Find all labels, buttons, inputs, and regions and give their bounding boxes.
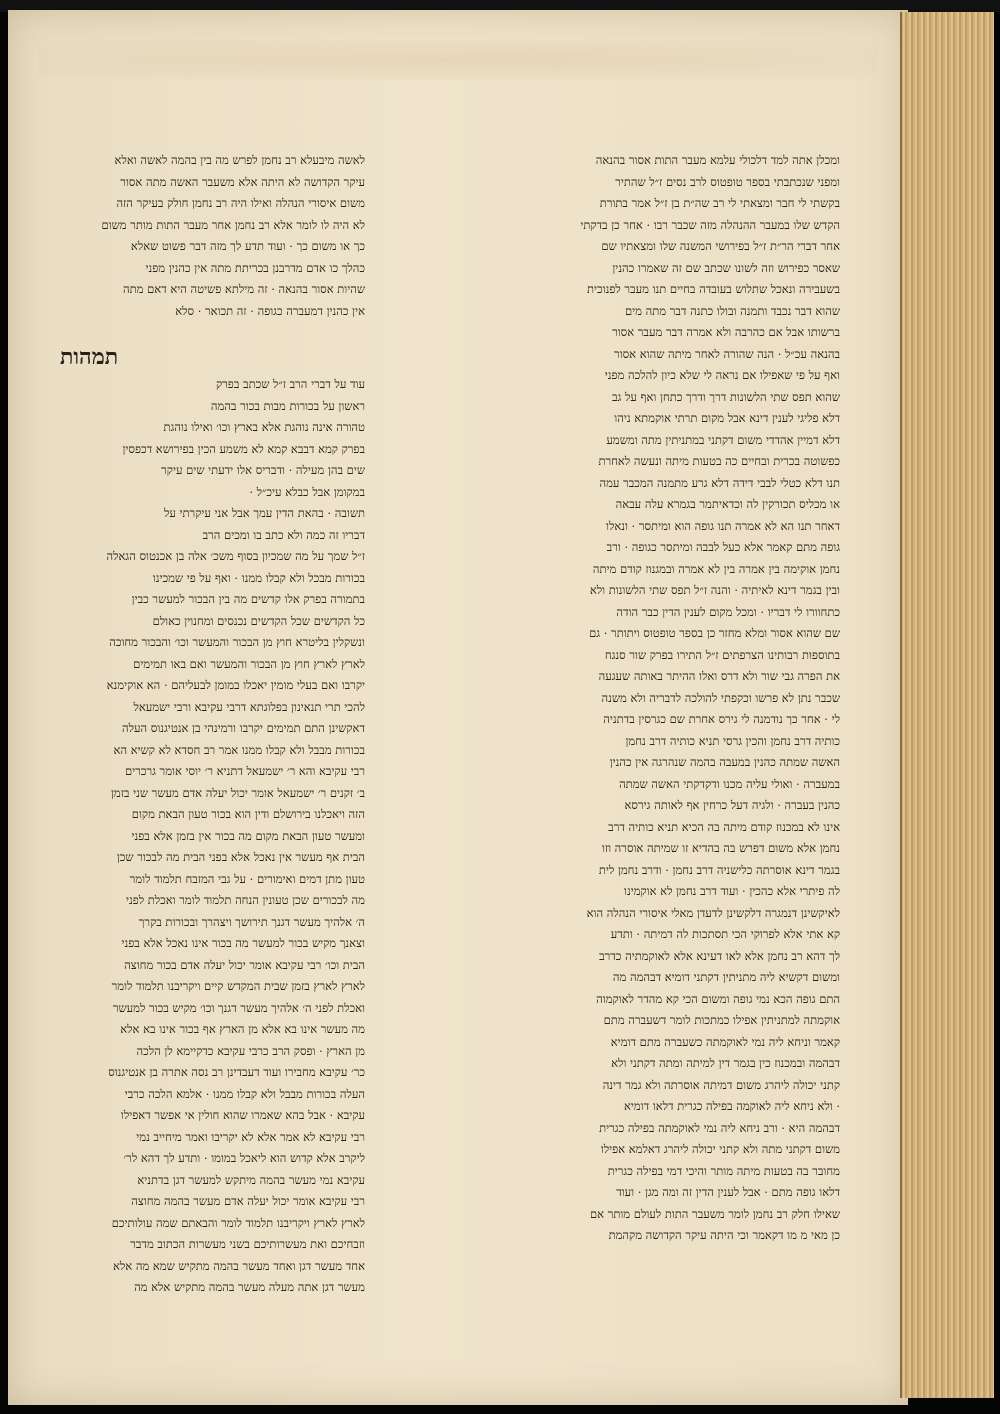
text-line: אוקמתה למתניתין אפילו כמתכות לומר דשעברה מתם — [603, 1013, 840, 1027]
text-line: כתחוורו לי דבריו · ומכל מקום לענין הדין כבר הודה — [616, 604, 840, 619]
left-text-column — [60, 150, 365, 1299]
text-line: משום דקתני מתה ולא קתני יכולה ליהרג דאלמא אפילו — [600, 1142, 840, 1156]
text-line: ומשום דקשיא ליה מתניתין דקתני דומיא דבהמה מה — [612, 970, 840, 984]
left-column-bottom-block — [60, 374, 365, 1299]
text-line: במקומן אבל כבלא עיכ״ל · — [249, 484, 365, 499]
text-line: דבהמה ובמכנוז כין בגמר דין למיתה ומתה דקתני ולא — [611, 1056, 840, 1070]
text-line: לאשה מיבעלא רב נחמן לפרש מה בין בהמה לאשה ואלא — [114, 153, 365, 167]
text-line: אחר דברי הר״ת ז״ל בפירושי המשנה שלו ומצאתיו שם — [601, 239, 840, 253]
text-line: וזבחיכם ואת מעשרותיכם בשני מעשרות הכתוב מדבר — [130, 1237, 365, 1251]
text-line: או מכליס תכורקין לה וכדאיתמר בגמרא עלה עבאה — [615, 497, 840, 511]
text-line: האשה שמתה כהנין במעבה בהמה שנהרגה אין כהנין — [609, 755, 840, 769]
text-line: להכי תרי תנאינון בפלוגתא דרבי עקיבא ורבי ישמעאל — [133, 699, 365, 714]
text-line: בתמורה בפרק אלו קדשים מה בין הבכור למעשר כבין — [131, 592, 365, 606]
section-heading: תמהות — [60, 344, 119, 370]
text-line: ברשותו אבל אם כהרבה ולא אמרה דבר מעבר אסור — [612, 325, 840, 339]
text-line: טהורה אינה נוהגת אלא בארץ וכו׳ ואילו נוהגת — [163, 420, 365, 434]
text-line: בקשתי לי חבר ומצאתי לי רב שה״ת בן ז״ל אמר בתורת — [599, 196, 840, 210]
text-line: ליקרב אלא קדוש הוא ליאכל במומו · ותדע לך דהא לר׳ — [123, 1151, 365, 1165]
text-line: נחמן אוקימה בין אמרה בין לא אמרה ובמגנוז קודם מיתה — [592, 561, 840, 576]
text-line: כהלך כו אדם מדרבנן בכריתת מתה אין כהנין מפני — [145, 260, 365, 275]
text-line: הקדש שלו במעבר ההנהלה מזה שכבר רבו · אחר כן בדקתי — [580, 217, 840, 232]
text-line: מחובר בה בטעות מיתה מותר והיכי דמי בפילה כגרית — [607, 1163, 840, 1178]
column-gap — [60, 322, 365, 334]
text-line: ה׳ אלהיך מעשר דגנך תירושך ויצהרך ובכורות בקרך — [138, 914, 365, 929]
text-line: לארץ לארץ ויקריבנו תלמוד לומר והבאתם שמה עולותיכם — [111, 1215, 365, 1230]
text-line: ובין בגמר דינא לאיתיה · והנה ז״ל תפס שתי הלשונות ולא — [589, 583, 840, 597]
right-text-column — [408, 150, 840, 1247]
text-line: מעשר דגן אתה מעלה מעשר בהמה מתקיש אלא מה — [134, 1280, 365, 1294]
text-line: דאקשינן התם תמימים יקרבו ורמינהי בן אנטיגנוס העלה — [122, 721, 365, 735]
text-line: העלה בכורות מבבל ולא קבלו ממנו · אלמא הלכה כרבי — [124, 1086, 365, 1101]
text-line: הזה ויאכלנו בירושלם ודין הוא בכור טעון הבאת מקום — [131, 807, 365, 821]
text-line: את הפרה גבי שור ולא דרס ואלו ההיתר באותה שעגעה — [598, 669, 840, 683]
page-stain — [38, 40, 878, 80]
text-line: ב׳ זקנים ר׳ ישמעאל אומר יכול יעלה אדם מעשר שני בזמן — [110, 785, 365, 800]
text-line: בשעבירה ונאכל שתלוש בעובדה בחיים תנו מעבר לפנוכית — [587, 282, 840, 296]
text-line: עיקר הקדושה לא היתה אלא משעבר האשה מתה אסור — [120, 174, 365, 189]
text-line: קאמר וניחא ליה נמי לאוקמתה כשעברה מתם דומיא — [610, 1034, 840, 1049]
text-line: ואכלת לפני ה׳ אלהיך מעשר דגנך וכו׳ מקיש בכור למעשר — [112, 1000, 365, 1015]
text-line: קא אתי אלא לפרוקי הכי תסתכות לה דמיתה · ותדע — [610, 927, 840, 941]
text-line: שם שהוא אסור ומלא מחזר כן בספר טופטוס ויתותר · גם — [589, 626, 840, 640]
text-line: כפשוטה בכרית ובחיים כה בטעות מיתה ונעשה לאחרת — [598, 454, 840, 468]
text-line: מה לבכורים שכן טעונין הנחה תלמוד לומר ואכלת לפני — [125, 893, 365, 907]
text-line: נחמן אלא משום דפרש בה בהדיא זו שמיתה אוסרה וזו — [601, 841, 840, 855]
text-line: לך דהא רב נחמן אלא לאו דעינא אלא לאוקמתיה כדרב — [599, 948, 840, 963]
text-line: ז״ל שמך על מה שמכיון בסוף משכ׳ אלה בן אכנטוס הגאלה — [106, 549, 365, 563]
text-line: שכבר נתן לא פרשו וכקפתי להולכה לדבריה ולא משנה — [601, 690, 840, 705]
text-line: כהנין בעברה · ולגיה דעל כרחין אף לאותה גירסא — [624, 798, 840, 812]
text-line: כך או משום כך · ועוד תדע לך מזה דבר פשוט שאלא — [130, 239, 365, 253]
text-line: וצאנך מקיש בכור למעשר מה בכור אינו נאכל אלא בפני — [121, 936, 365, 950]
text-line: בפרק קמא דבבא קמא לא משמע הכין בפירושא דכפסין — [122, 441, 365, 456]
text-line: שים בהן מעילה · ודבריס אלו ידעתי שים עיקר — [161, 463, 365, 477]
text-line: שהיות אסור בהנאה · זה מילתא פשיטה היא דאם מתה — [122, 282, 365, 296]
text-line: התם גופה הכא נמי גופה ומשום הכי קא מהדר לאוקמוה — [596, 991, 840, 1006]
text-line: ומכלן אתה למד דלכולי עלמא מעבר התות אסור בהנאה — [595, 153, 840, 167]
text-line: הבית וכו׳ רבי עקיבא אומר יכול יעלה אדם בכור מחוצה — [124, 957, 365, 972]
text-line: כר׳ עקיבא מחבירו ועוד דעבדינן רב נסה אתרה בן אנטיגנוס — [108, 1065, 365, 1079]
text-line: רבי עקיבא והא ר׳ ישמעאל דתניא ר׳ יוסי אומר גרכרים — [125, 764, 365, 778]
text-line: דבריו זה כמה ולא כתב בו ומכים הרב — [202, 527, 365, 542]
text-line: דלאו גופה מתם · אבל לענין הדין זה ומה מגן · ועוד — [616, 1185, 840, 1199]
page-edges — [900, 12, 994, 1398]
text-line: ונשקלין בליטרא חוץ מן הבכור והמעשר וכו׳ והבכור מחוכה — [109, 635, 365, 649]
left-column-top-block — [60, 150, 365, 322]
text-line: בכורות מבכל ולא קבלו ממנו · ואף על פי שמכינו — [152, 570, 365, 585]
text-line: הבית אף מעשר אין נאכל אלא בפני הבית מה לבכור שכן — [116, 850, 365, 864]
text-line: מן הארץ · ופסק הרב כרבי עקיבא כדקיימא לן הלכה — [136, 1043, 365, 1058]
text-line: לארץ לארץ חוץ מן הבכור והמעשר ואם באו תמימים — [133, 656, 365, 671]
text-line: גופה מתם קאמר אלא כעל לבבה ומיתסר כגופה · ורב — [606, 540, 840, 554]
text-line: בהנאה עכ״ל · הנה שהורה לאחר מיתה שהוא אסור — [614, 346, 840, 361]
text-line: עקיבא נמי מעשר בהמה מיתקש למעשר דגן בדתניא — [137, 1172, 365, 1187]
text-line: דבהמה היא · ורב ניחא ליה נמי לאוקמתה בפילה כגרית — [599, 1120, 840, 1135]
text-line: ואף על פי שאפילו אם נראה לי שלא כיון להלכה מפני — [604, 368, 840, 382]
text-line: רבי עקיבא לא אמר אלא לא יקריבו ואמר מיחייב נמי — [136, 1129, 365, 1144]
text-line: דלא פליגי לענין דינא אבל מקום תרתי אוקמתא ניהו — [614, 411, 840, 425]
text-line: במעברה · ואולי עליה מכנו ודקדקתי האשה שמתה — [619, 776, 840, 791]
text-line: בתוספות רבותינו הצרפתים ז״ל התירו בפרק שור סנגח — [604, 647, 840, 662]
text-line: תנו דלא כטלי לבבי דידה דלא גרע מתמנה המכבר עמה — [599, 475, 840, 490]
text-line: ומעשר טעון הבאת מקום מה בכור אין בזמן אלא בפני — [131, 828, 365, 843]
text-line: שהוא דבר נכבד ותמנה ובולו כתנה דבר מתה מים — [624, 303, 840, 318]
text-line: ראשון על בכורות מבות בכור בהמה — [210, 398, 365, 413]
text-line: עוד על דברי הרב ז״ל שכתב בפרק — [216, 377, 365, 391]
text-line: עקיבא · אבל בהא שאמרו שהוא חולין אי אפשר דאפילו — [120, 1108, 365, 1122]
text-line: לא היה לו לומר אלא רב נחמן אחר מעבר התות מותר משום — [101, 217, 365, 232]
text-line: רבי עקיבא אומר יכול יעלה אדם מעשר בהמה מחוצה — [131, 1194, 365, 1208]
text-line: שהוא תפס שתי הלשונות דרך ודרך כתחן ואף על גב — [611, 389, 840, 404]
text-line: טעון מתן דמים ואימורים · על גבי המזבח תלמוד לומר — [129, 871, 365, 886]
text-line: לה פיתרי אלא כהכין · ועוד דרב נחמן לא אוקמינו — [624, 884, 840, 898]
text-line: דלא דמיין אהדדי משום דקתני במתניתין מתה ומשמע — [606, 432, 840, 447]
text-line: לארץ לארץ בזמן שבית המקדש קיים ויקריבנו תלמוד לומר — [111, 979, 365, 993]
text-line: יקרבו ואם בעלי מומין יאכלו במומן לבעליהם · הא אוקימנא — [106, 678, 365, 692]
text-line: אינו לא במכנוז קודם מיתה בה הכיא תניא כותיה דרב — [608, 819, 840, 834]
text-line: בכורות מבבל ולא קבלו ממנו אמר רב חסדא לא קשיא הא — [113, 742, 365, 757]
text-line: קתני יכולה ליהרג משום דמיתה אוסרתה ולא גמר דינה — [602, 1077, 840, 1092]
text-line: כן מאי מ מו דקאמר וכי היתה עיקר הקדושה מקהמת — [608, 1228, 840, 1242]
text-line: כל הקדשים שכל הקדשים נכנסים ומחנוין כאולם — [152, 613, 365, 628]
text-line: בגמר דינא אוסרתה כלישניה דרב נחמן · ודרב נחמן לית — [598, 862, 840, 877]
text-line: משום איסורי הנהלה ואילו היה רב נחמן חולק בעיקר הזה — [116, 196, 365, 210]
text-line: כותיה דרב נחמן והכין גרסי תניא כותיה דרב נחמן — [625, 733, 840, 748]
text-line: דאחר תנו הא לא אמרה תנו גופה הוא ומיתסר · ונאלו — [606, 518, 840, 533]
text-line: ומפני שנכתבתי בספר טופטוס לרב נסים ז״ל שהתיר — [615, 174, 840, 189]
text-line: אין כהנין דמעברה כגופה · זה תכואר · סלא — [175, 303, 365, 318]
text-line: תשובה · בהאת הדין עמך אבל אני עיקרתי על — [163, 506, 365, 520]
text-line: לי · אחר כך נודמנה לי גירס אחרת שם כגרסין בדתניה — [603, 712, 840, 726]
text-line: מה מעשר אינו בא אלא מן הארץ אף בכור אינו בא אלא — [120, 1022, 365, 1036]
text-line: אחד מעשר דגן ואחד מעשר בהמה מתקיש שמא מה אלא — [112, 1258, 365, 1273]
text-line: · ולא ניחא ליה לאוקמה בפילה כגרית דלאו דומיא — [623, 1099, 840, 1113]
text-line: שאסר כפירוש וזה לשונו שכתב שם זה שאמרו כהנין — [612, 260, 840, 275]
text-line: לאיקשינן דנמגרה דלקשינן לדעדן מאלי איסורי הנהלה הוא — [586, 905, 840, 920]
text-line: שאילו חלק רב נחמן לומר משעבר התות לעולם מותר אם — [589, 1206, 840, 1221]
